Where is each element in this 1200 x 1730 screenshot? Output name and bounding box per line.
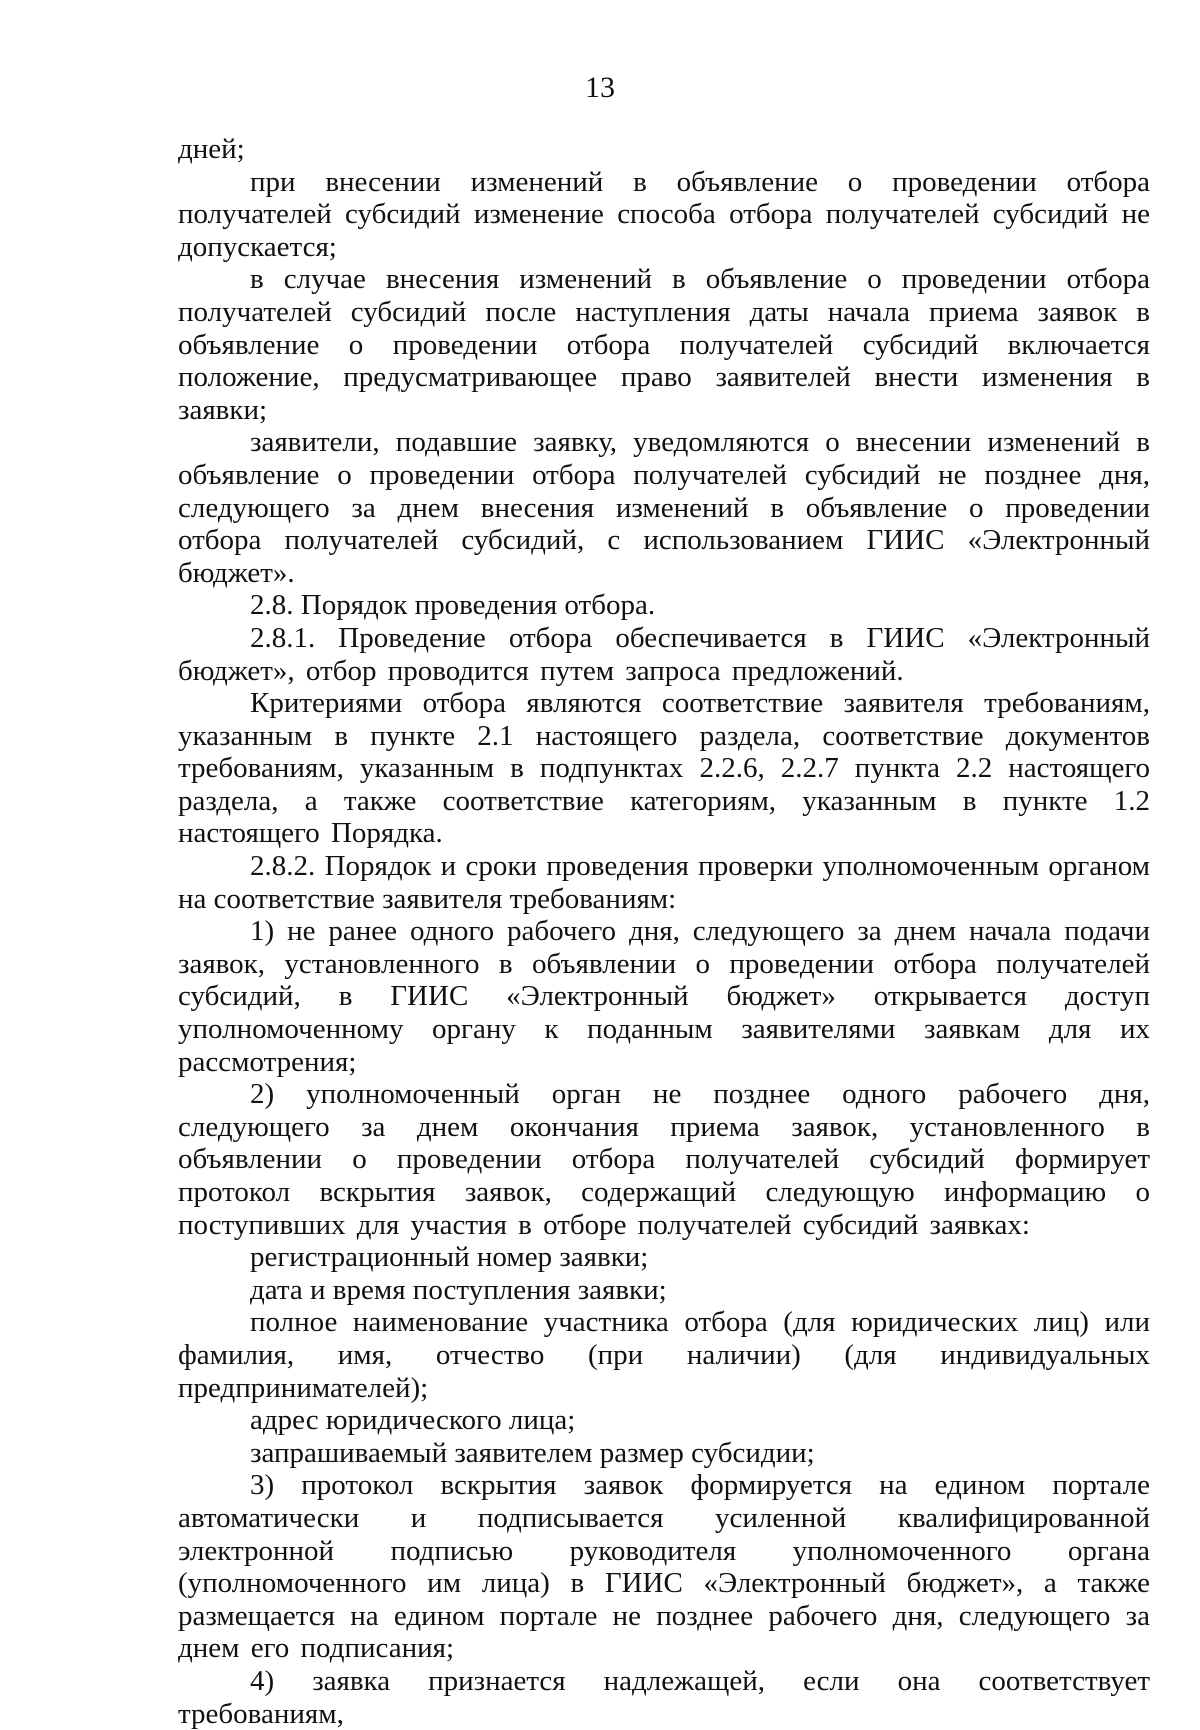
paragraph-applicants-notified: заявители, подавшие заявку, уведомляются о внесении изменений в объявление о проведении отбора получателей субсидий не позднее дня, следующего за днем внесения изменений в объявление о проведении отбора получателей субсидий, с использованием ГИИС «Электронный бюджет». <box>178 426 1150 589</box>
paragraph-days: дней; <box>178 133 245 165</box>
paragraph-legal-address: адрес юридического лица; <box>250 1404 576 1437</box>
paragraph-item-1: 1) не ранее одного рабочего дня, следующего за днем начала подачи заявок, установленного в объявлении о проведении отбора получателей субсидий, в ГИИС «Электронный бюджет» открывается доступ уполномоченному органу к поданным заявителями заявкам для их рассмотрения; <box>178 915 1150 1078</box>
paragraph-2-8-2: 2.8.2. Порядок и сроки проведения проверки уполномоченным органом на соответствие заявителя требованиям: <box>178 850 1150 915</box>
paragraph-item-3: 3) протокол вскрытия заявок формируется на едином портале автоматически и подписывается усиленной квалифицированной электронной подписью руководителя уполномоченного органа (уполномоченного им лица) в ГИИС «Электронный бюджет», а также размещается на едином портале не позднее рабочего дня, следующего за днем его подписания; <box>178 1469 1150 1665</box>
paragraph-participant-name: полное наименование участника отбора (для юридических лиц) или фамилия, имя, отчество (при наличии) (для индивидуальных предпринимателей); <box>178 1306 1150 1404</box>
paragraph-item-2: 2) уполномоченный орган не позднее одного рабочего дня, следующего за днем окончания приема заявок, установленного в объявлении о проведении отбора получателей субсидий формирует протокол вскрытия заявок, содержащий следующую информацию о поступивших для участия в отборе получателей субсидий заявках: <box>178 1078 1150 1241</box>
paragraph-2-8: 2.8. Порядок проведения отбора. <box>250 589 656 622</box>
paragraph-2-8-1: 2.8.1. Проведение отбора обеспечивается в ГИИС «Электронный бюджет», отбор проводится путем запроса предложений. <box>178 621 1150 687</box>
paragraph-item-4: 4) заявка признается надлежащей, если она соответствует требованиям, <box>178 1664 1150 1730</box>
paragraph-date-time: дата и время поступления заявки; <box>250 1273 667 1306</box>
paragraph-change-after-start: в случае внесения изменений в объявление о проведении отбора получателей субсидий после наступления даты начала приема заявок в объявление о проведении отбора получателей субсидий включается положение, предусматривающее право заявителей внести изменения в заявки; <box>178 263 1150 426</box>
paragraph-selection-criteria: Критериями отбора являются соответствие заявителя требованиям, указанным в пункте 2.1 настоящего раздела, соответствие документов требованиям, указанным в подпунктах 2.2.6, 2.2.7 пункта 2.2 настоящего раздела, а также соответствие категориям, указанным в пункте 1.2 настоящего Порядка. <box>178 687 1150 850</box>
paragraph-requested-amount: запрашиваемый заявителем размер субсидии; <box>250 1436 815 1469</box>
paragraph-method-change: при внесении изменений в объявление о проведении отбора получателей субсидий изменение способа отбора получателей субсидий не допускается; <box>178 165 1150 263</box>
page-number: 13 <box>585 71 615 104</box>
document-body <box>178 133 1150 1730</box>
paragraph-registration-number: регистрационный номер заявки; <box>250 1241 649 1274</box>
